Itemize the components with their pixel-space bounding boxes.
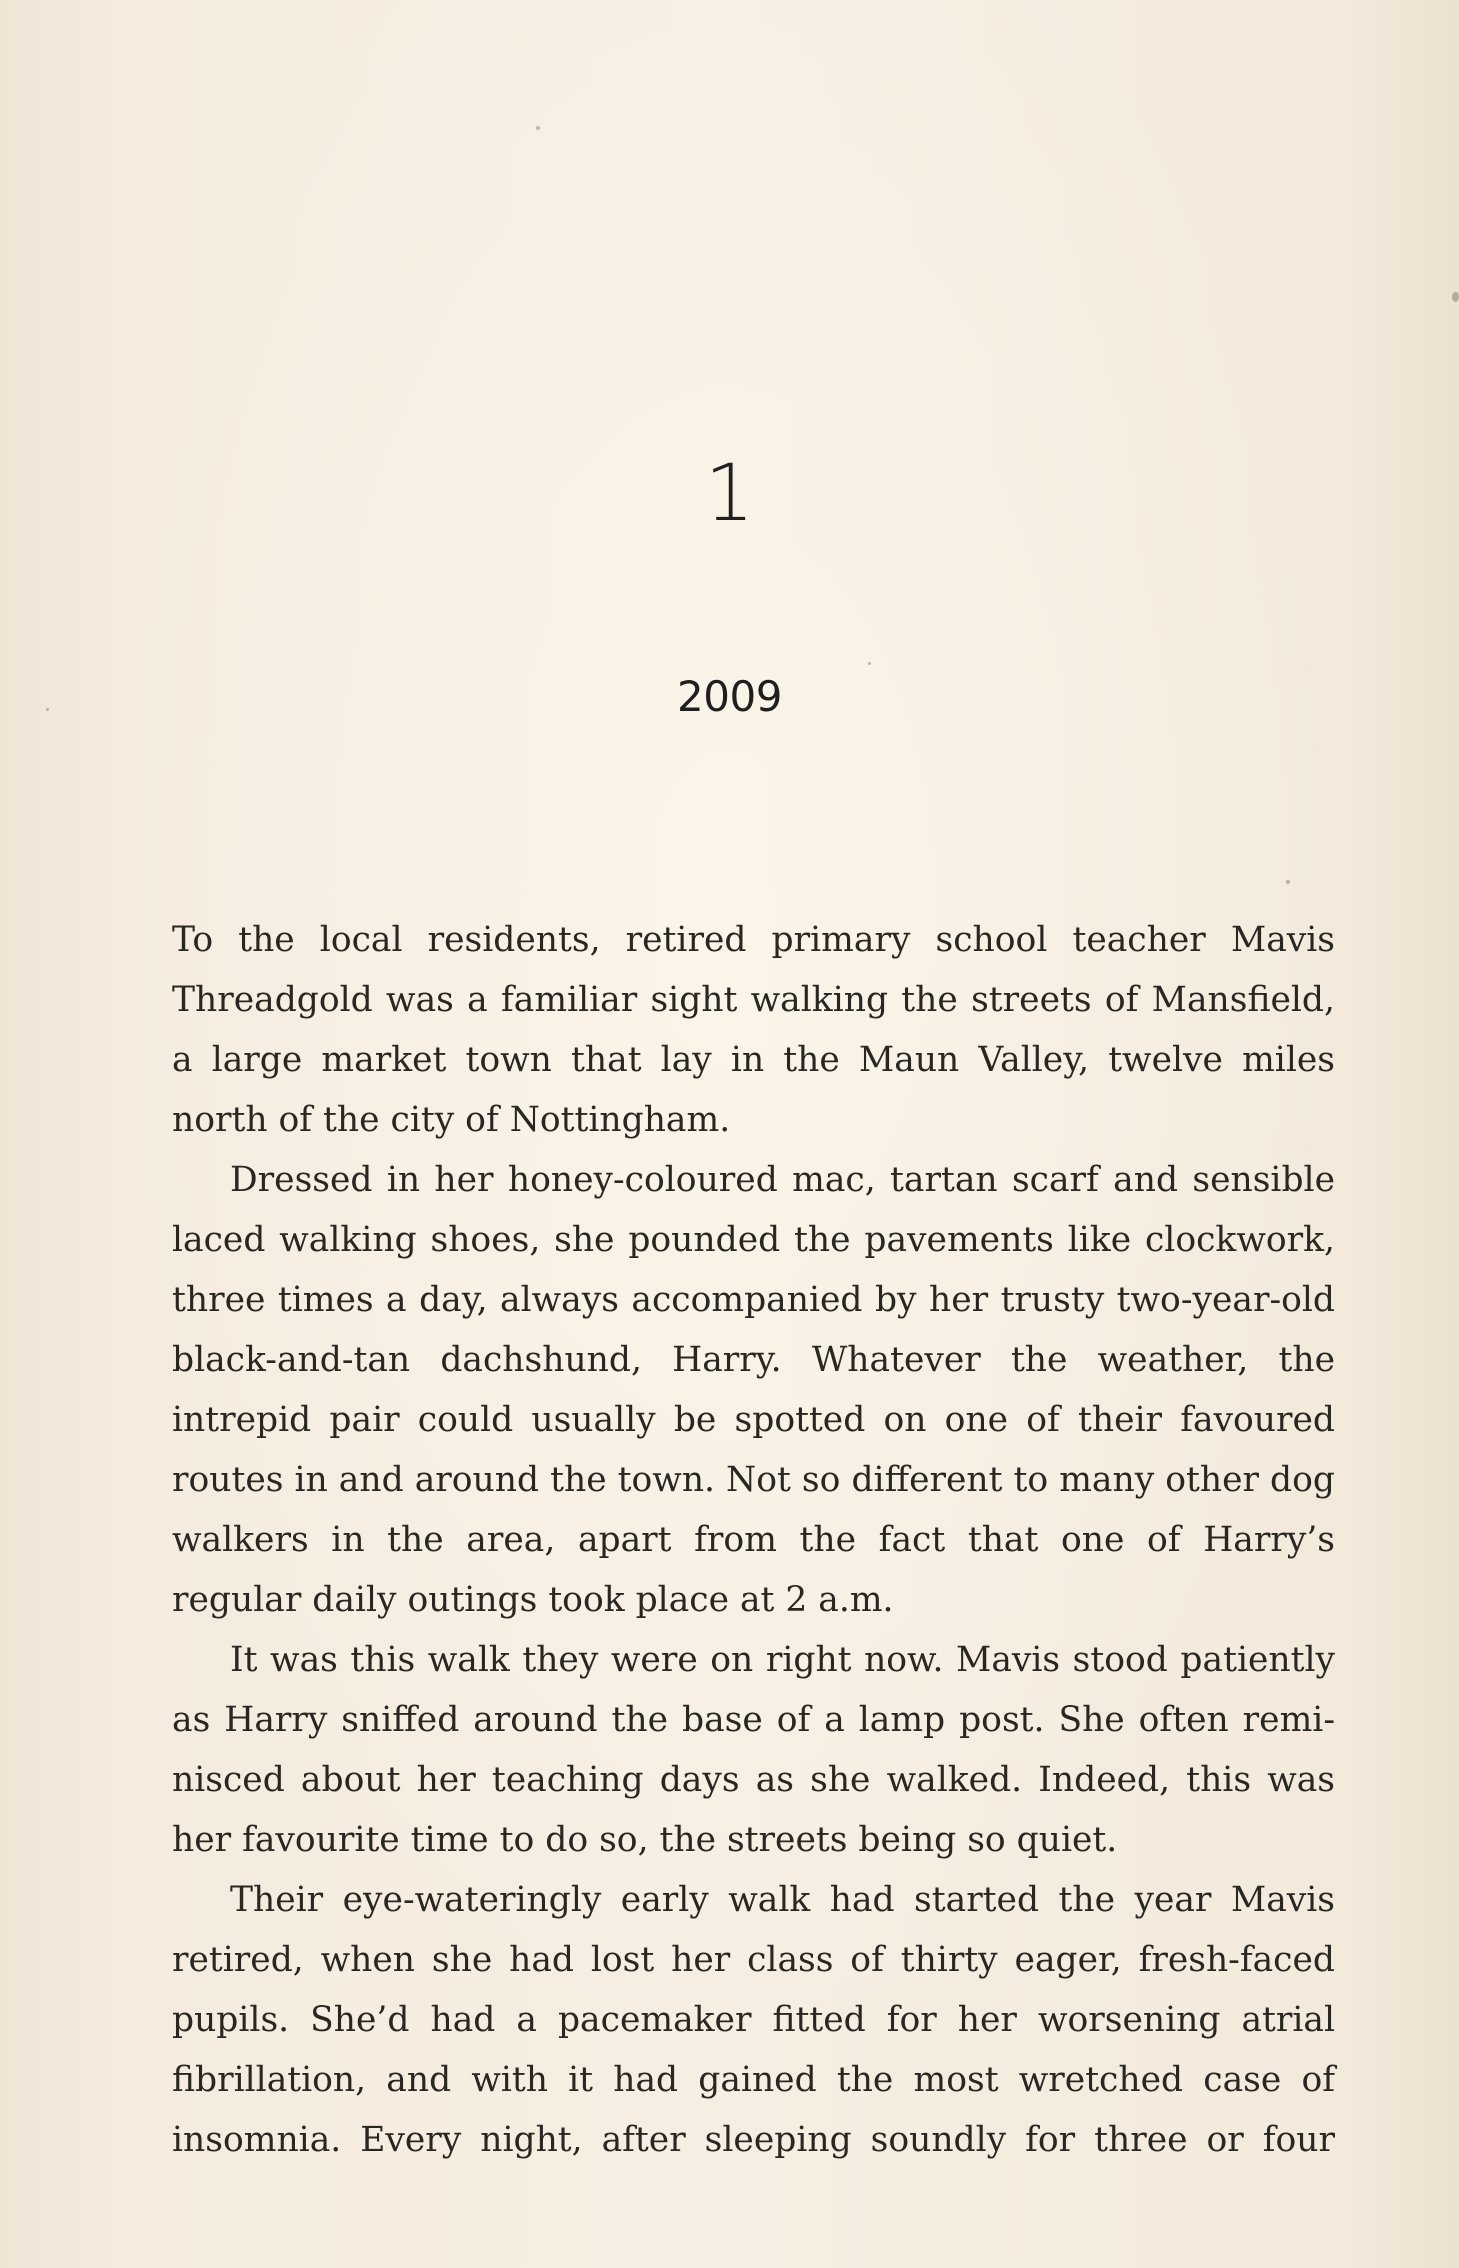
chapter-year: 2009 [677, 672, 782, 721]
chapter-body [172, 910, 1335, 2170]
paragraph: Dressed in her honey-coloured mac, tartan scarf and sensible laced walking shoes, she pounded the pavements like clockwork, three times a day, always accompanied by her trusty two-year-old black-and-tan dachshund, Harry. Whatever the weather, the intrepid pair could usually be spotted on one of their favoured routes in and around the town. Not so different to many other dog walkers in the area, apart from the fact that one of Harry’s regular daily outings took place at 2 a.m. [172, 1160, 1335, 1620]
paper-speck [46, 708, 49, 711]
paper-speck [1452, 292, 1459, 302]
paper-speck [536, 126, 540, 130]
paragraph: To the local residents, retired primary school teacher Mavis Threadgold was a familiar sight walking the streets of Mansfield, a large market town that lay in the Maun Valley, twelve miles north of the city of Nottingham. [172, 920, 1335, 1140]
paper-speck [1286, 880, 1290, 884]
paper-speck [868, 662, 871, 665]
paragraph: It was this walk they were on right now. Mavis stood patiently as Harry sniffed around the base of a lamp post. She often reminisced about her teaching days as she walked. Indeed, this was her favourite time to do so, the streets being so quiet. [172, 1640, 1335, 1860]
paragraph: Their eye-wateringly early walk had started the year Mavis retired, when she had lost her class of thirty eager, fresh-faced pupils. She’d had a pacemaker fitted for her worsening atrial fibrillation, and with it had gained the most wretched case of insomnia. Every night, after sleeping soundly for three or four [172, 1880, 1335, 2160]
chapter-number: 1 [704, 449, 755, 539]
